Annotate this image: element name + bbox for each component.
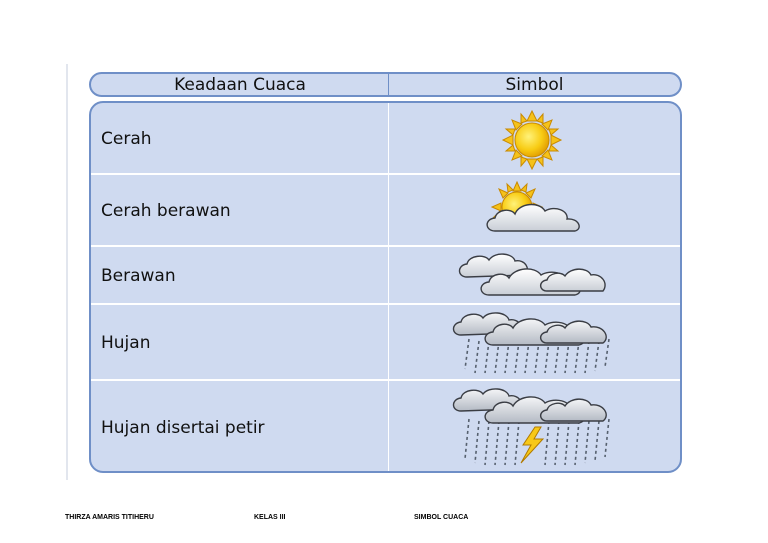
row-label: Cerah <box>101 129 152 149</box>
row-label: Berawan <box>101 266 176 286</box>
table-row <box>91 305 680 381</box>
footer-topic: SIMBOL CUACA <box>414 514 469 521</box>
row-label: Hujan <box>101 333 151 353</box>
symbol-cell <box>389 175 680 247</box>
lightning-bolt-icon <box>521 427 543 463</box>
symbol-cell <box>389 103 680 175</box>
weather-table <box>89 101 682 473</box>
table-header <box>89 72 682 97</box>
cloudy-icon <box>455 251 617 301</box>
symbol-cell <box>389 381 680 473</box>
sun-icon <box>477 110 589 170</box>
partly-cloudy-icon <box>467 181 607 243</box>
table-row <box>91 175 680 247</box>
table-row <box>91 103 680 175</box>
symbol-cell <box>389 305 680 381</box>
header-weather-condition: Keadaan Cuaca <box>174 74 306 95</box>
row-label: Hujan disertai petir <box>101 418 265 438</box>
footer-class: KELAS III <box>254 514 286 521</box>
rain-icon <box>447 309 627 377</box>
thunderstorm-icon <box>447 383 627 471</box>
table-row <box>91 381 680 473</box>
row-label: Cerah berawan <box>101 201 231 221</box>
header-symbol: Simbol <box>505 74 564 95</box>
footer-name: THIRZA AMARIS TITIHERU <box>65 514 154 521</box>
table-row <box>91 247 680 305</box>
symbol-cell <box>389 247 680 305</box>
